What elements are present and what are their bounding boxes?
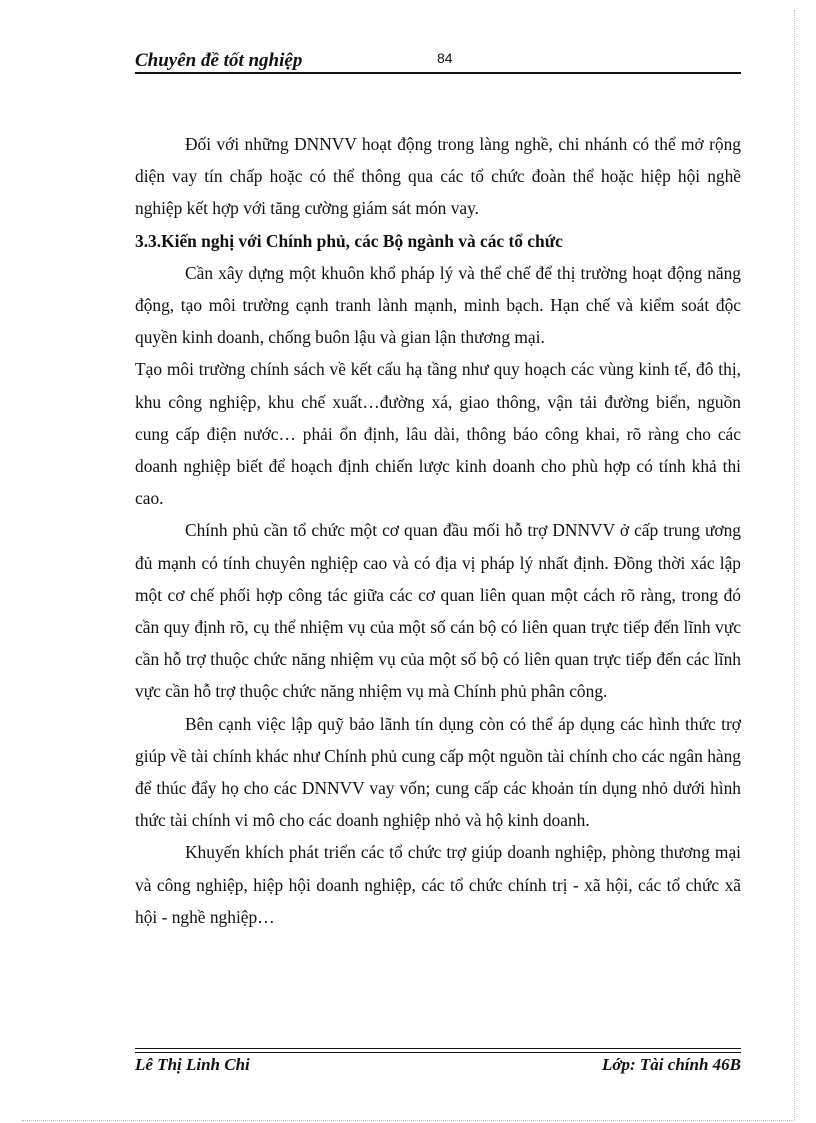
footer-rule <box>135 1048 741 1053</box>
document-body <box>135 128 741 933</box>
paragraph-1: Đối với những DNNVV hoạt động trong làng nghề, chi nhánh có thể mở rộng diện vay tín chấp hoặc có thể thông qua các tổ chức đoàn thể hoặc hiệp hội nghề nghiệp kết hợp với tăng cường giám sát món vay. <box>135 134 741 219</box>
page-border-right <box>794 10 795 1120</box>
footer-author: Lê Thị Linh Chi <box>135 1055 250 1074</box>
paragraph-5: Bên cạnh việc lập quỹ bảo lãnh tín dụng còn có thể áp dụng các hình thức trợ giúp về tài chính khác như Chính phủ cung cấp một nguồn tài chính cho các ngân hàng để thúc đẩy họ cho các DNNVV vay vốn; cung cấp các khoản tín dụng nhỏ dưới hình thức tài chính vi mô cho các doanh nghiệp nhỏ và hộ kinh doanh. <box>135 713 741 831</box>
footer-class: Lớp: Tài chính 46B <box>602 1055 741 1074</box>
header-title: Chuyên đề tốt nghiệp <box>135 50 303 71</box>
page-border-bottom <box>22 1120 794 1121</box>
paragraph-2: Cần xây dựng một khuôn khổ pháp lý và thể chế để thị trường hoạt động năng động, tạo môi trường cạnh tranh lành mạnh, minh bạch. Hạn chế và kiểm soát độc quyền kinh doanh, chống buôn lậu và gian lận thương mại. <box>135 262 741 348</box>
paragraph-3: Tạo môi trường chính sách về kết cấu hạ tầng như quy hoạch các vùng kinh tế, đô thị, khu công nghiệp, khu chế xuất…đường xá, giao thông, vận tải đường biển, nguồn cung cấp điện nước… phải ổn định, lâu dài, thông báo công khai, rõ ràng cho các doanh nghiệp biết để hoạch định chiến lược kinh doanh cho phù hợp có tính khả thi cao. <box>135 359 741 509</box>
page-header <box>135 44 741 74</box>
page-number: 84 <box>437 50 453 66</box>
section-heading: 3.3.Kiến nghị với Chính phủ, các Bộ ngành và các tổ chức <box>135 230 563 251</box>
paragraph-6: Khuyến khích phát triển các tổ chức trợ giúp doanh nghiệp, phòng thương mại và công nghiệp, hiệp hội doanh nghiệp, các tổ chức chính trị - xã hội, các tổ chức xã hội - nghề nghiệp… <box>135 842 741 927</box>
paragraph-4: Chính phủ cần tổ chức một cơ quan đầu mối hỗ trợ DNNVV ở cấp trung ương đủ mạnh có tính chuyên nghiệp cao và có địa vị pháp lý nhất định. Đồng thời xác lập một cơ chế phối hợp công tác giữa các cơ quan liên quan một cách rõ ràng, trong đó cần quy định rõ, cụ thể nhiệm vụ của một số cán bộ có liên quan trực tiếp đến lĩnh vực cần hỗ trợ thuộc chức năng nhiệm vụ của một số bộ có liên quan trực tiếp đến các lĩnh vực cần hỗ trợ thuộc chức năng nhiệm vụ mà Chính phủ phân công. <box>135 520 741 702</box>
page-footer <box>135 1055 741 1079</box>
